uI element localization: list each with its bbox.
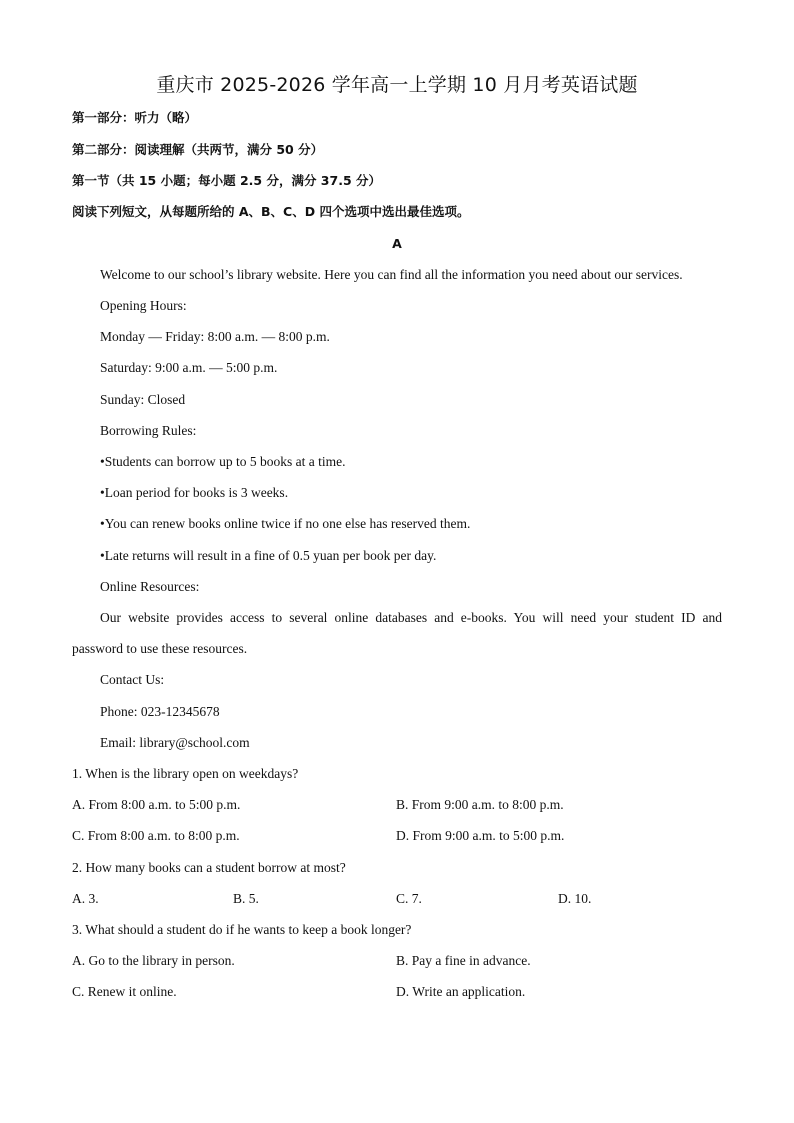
answer-option[interactable]: D. From 9:00 a.m. to 5:00 p.m. bbox=[396, 828, 565, 843]
answer-option[interactable]: B. Pay a fine in advance. bbox=[396, 953, 531, 968]
question-stem: 3. What should a student do if he wants to keep a book longer? bbox=[72, 922, 412, 937]
answer-option[interactable]: A. 3. bbox=[72, 891, 99, 906]
passage-intro: Welcome to our school’s library website. Here you can find all the information you need about our services. bbox=[100, 267, 683, 282]
instruction-text: 阅读下列短文，从每题所给的 A、B、C、D 四个选项中选出最佳选项。 bbox=[72, 204, 470, 219]
page-title: 重庆市 2025-2026 学年高一上学期 10 月月考英语试题 bbox=[156, 74, 638, 96]
answer-option[interactable]: B. From 9:00 a.m. to 8:00 p.m. bbox=[396, 797, 564, 812]
question-stem: 1. When is the library open on weekdays? bbox=[72, 766, 299, 781]
hours-heading: Opening Hours: bbox=[100, 298, 187, 313]
part1-heading: 第一部分：听力（略） bbox=[72, 110, 198, 125]
hours-sunday: Sunday: Closed bbox=[100, 392, 186, 407]
hours-saturday: Saturday: 9:00 a.m. — 5:00 p.m. bbox=[100, 360, 278, 375]
rule-item: •Loan period for books is 3 weeks. bbox=[100, 485, 289, 500]
contact-heading: Contact Us: bbox=[100, 672, 165, 687]
online-heading: Online Resources: bbox=[100, 579, 200, 594]
part2-heading: 第二部分：阅读理解（共两节，满分 50 分） bbox=[72, 142, 324, 157]
answer-option[interactable]: C. From 8:00 a.m. to 8:00 p.m. bbox=[72, 828, 240, 843]
answer-option[interactable]: C. 7. bbox=[396, 891, 422, 906]
rules-heading: Borrowing Rules: bbox=[100, 423, 197, 438]
answer-option[interactable]: D. 10. bbox=[558, 891, 592, 906]
answer-option[interactable]: A. Go to the library in person. bbox=[72, 953, 235, 968]
online-text-line2: password to use these resources. bbox=[72, 641, 248, 656]
answer-option[interactable]: C. Renew it online. bbox=[72, 984, 177, 999]
answer-option[interactable]: B. 5. bbox=[233, 891, 259, 906]
section1-heading: 第一节（共 15 小题；每小题 2.5 分，满分 37.5 分） bbox=[72, 173, 381, 188]
contact-email: Email: library@school.com bbox=[100, 735, 250, 750]
answer-option[interactable]: A. From 8:00 a.m. to 5:00 p.m. bbox=[72, 797, 241, 812]
hours-weekday: Monday — Friday: 8:00 a.m. — 8:00 p.m. bbox=[100, 329, 330, 344]
question-stem: 2. How many books can a student borrow at most? bbox=[72, 860, 346, 875]
contact-phone: Phone: 023-12345678 bbox=[100, 704, 220, 719]
rule-item: •Late returns will result in a fine of 0.5 yuan per book per day. bbox=[100, 548, 437, 563]
answer-option[interactable]: D. Write an application. bbox=[396, 984, 526, 999]
rule-item: •You can renew books online twice if no one else has reserved them. bbox=[100, 516, 471, 531]
passage-label: A bbox=[392, 236, 402, 251]
online-text-line1: Our website provides access to several online databases and e-books. You will need your student ID and bbox=[100, 610, 722, 625]
rule-item: •Students can borrow up to 5 books at a time. bbox=[100, 454, 346, 469]
